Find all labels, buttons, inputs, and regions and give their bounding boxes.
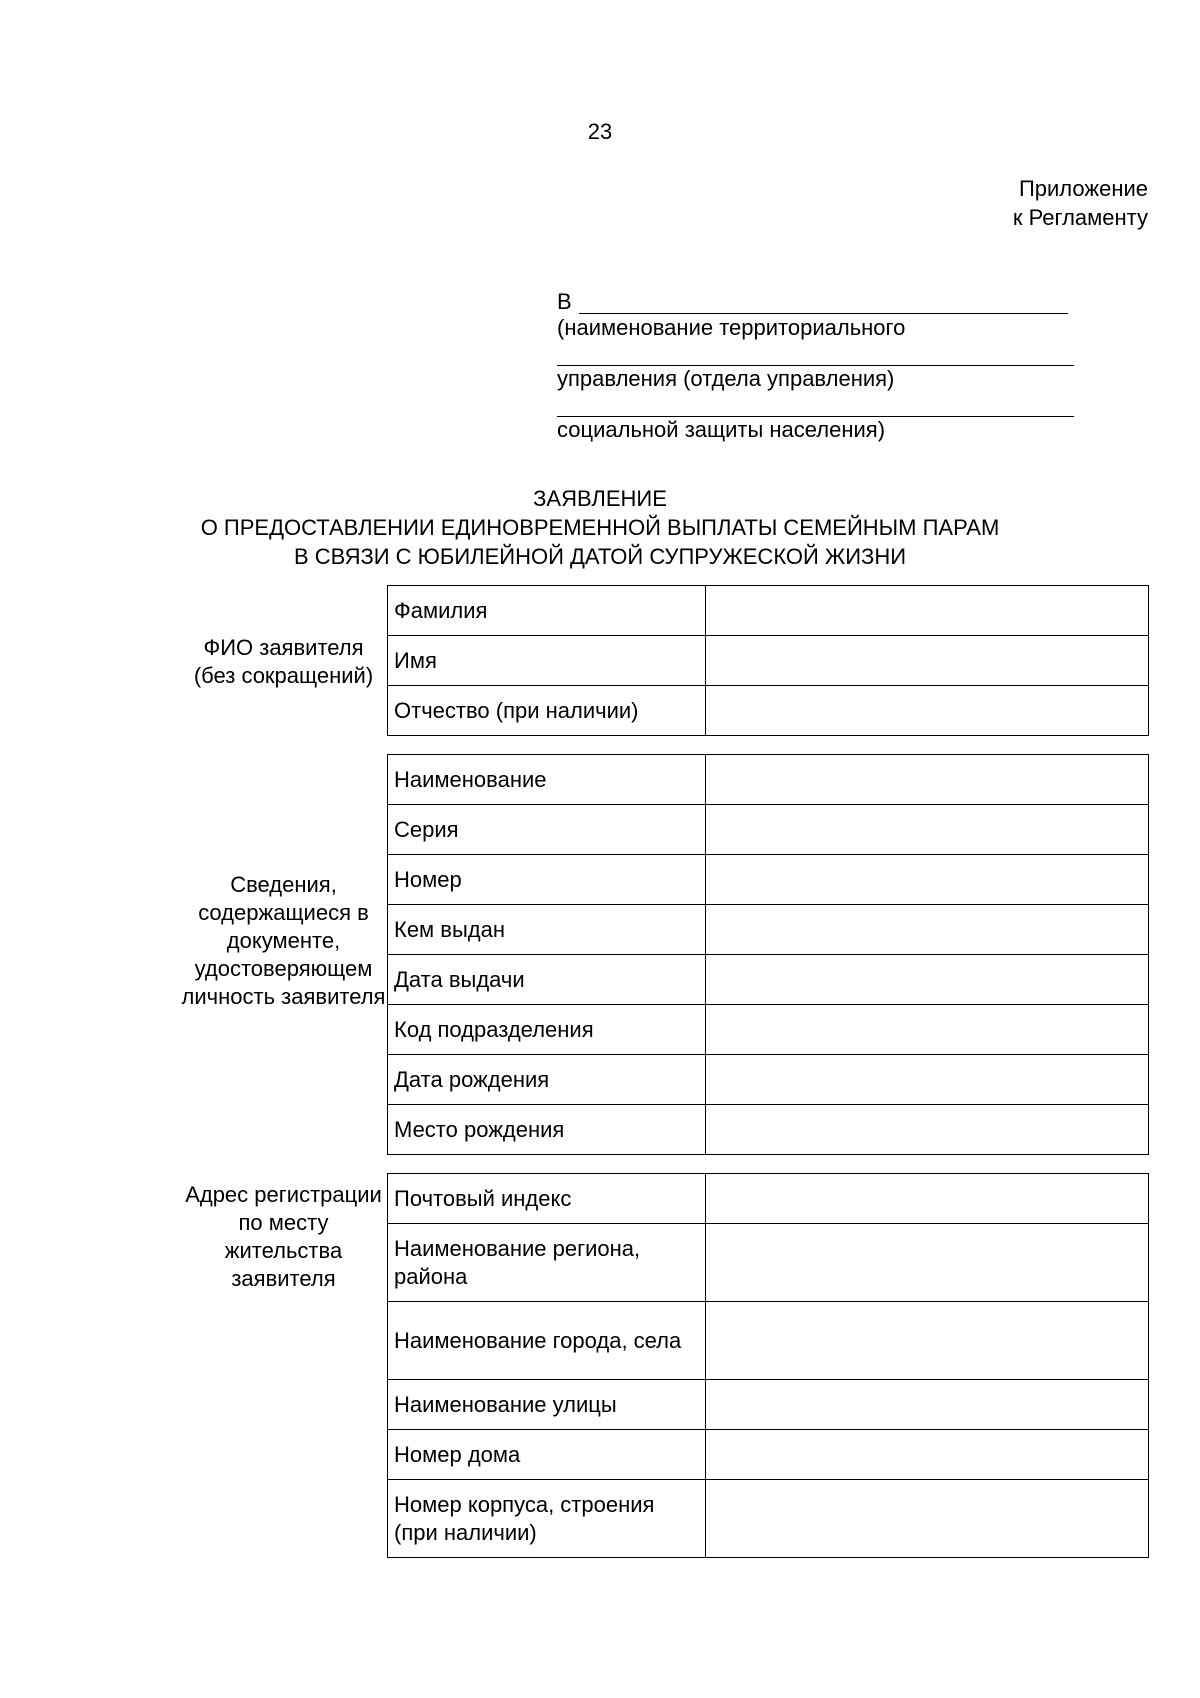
field-value-cell[interactable] (706, 1224, 1149, 1302)
field-label: Номер корпуса, строения (при наличии) (388, 1480, 706, 1558)
document-title (0, 484, 1200, 571)
field-value-cell[interactable] (706, 1055, 1149, 1105)
field-label: Имя (388, 636, 706, 686)
field-label: Наименование города, села (388, 1302, 706, 1380)
appendix-line-1: Приложение (1018, 176, 1148, 201)
field-label: Серия (388, 805, 706, 855)
field-label: Наименование региона, района (388, 1224, 706, 1302)
field-value-cell[interactable] (706, 686, 1149, 736)
section-label: Сведения, содержащиеся в документе, удостоверяющем личность заявителя (181, 872, 386, 1009)
field-value-cell[interactable] (706, 805, 1149, 855)
field-label: Наименование улицы (388, 1380, 706, 1430)
field-label: Наименование (388, 755, 706, 805)
title-line-3: В СВЯЗИ С ЮБИЛЕЙНОЙ ДАТОЙ СУПРУЖЕСКОЙ ЖИЗНИ (293, 544, 907, 569)
field-label: Дата рождения (388, 1055, 706, 1105)
addressee-prefix: В (557, 289, 572, 314)
addressee-blank-line-1[interactable] (579, 313, 1068, 314)
field-label: Место рождения (388, 1105, 706, 1155)
addressee-caption-3: социальной защиты населения) (557, 417, 886, 442)
applicant-name-table (387, 585, 1149, 736)
addressee-blank-line-3[interactable] (557, 416, 1074, 417)
field-value-cell[interactable] (706, 1430, 1149, 1480)
field-value-cell[interactable] (706, 755, 1149, 805)
field-value-cell[interactable] (706, 1380, 1149, 1430)
field-label: Номер (388, 855, 706, 905)
title-line-1: ЗАЯВЛЕНИЕ (533, 486, 667, 511)
field-value-cell[interactable] (706, 636, 1149, 686)
field-value-cell[interactable] (706, 1105, 1149, 1155)
field-label: Дата выдачи (388, 955, 706, 1005)
title-line-2: О ПРЕДОСТАВЛЕНИИ ЕДИНОВРЕМЕННОЙ ВЫПЛАТЫ СЕМЕЙНЫМ ПАРАМ (200, 515, 1000, 540)
field-value-cell[interactable] (706, 855, 1149, 905)
field-value-cell[interactable] (706, 586, 1149, 636)
field-label: Фамилия (388, 586, 706, 636)
field-label: Отчество (при наличии) (388, 686, 706, 736)
field-label: Почтовый индекс (388, 1174, 706, 1224)
field-value-cell[interactable] (706, 955, 1149, 1005)
registration-address-table (387, 1173, 1149, 1558)
addressee-caption-1: (наименование территориального (557, 315, 906, 340)
section-label: ФИО заявителя (без сокращений) (193, 635, 374, 688)
field-value-cell[interactable] (706, 1302, 1149, 1380)
page-number: 23 (587, 119, 613, 144)
field-label: Кем выдан (388, 905, 706, 955)
field-label: Номер дома (388, 1430, 706, 1480)
field-value-cell[interactable] (706, 1005, 1149, 1055)
appendix-note (1013, 174, 1148, 232)
addressee-blank-line-2[interactable] (557, 365, 1074, 366)
addressee-caption-2: управления (отдела управления) (557, 366, 895, 391)
identity-document-table (387, 754, 1149, 1155)
field-label: Код подразделения (388, 1005, 706, 1055)
section-label: Адрес регистрации по месту жительства заявителя (185, 1182, 382, 1291)
appendix-line-2: к Регламенту (1012, 205, 1148, 230)
field-value-cell[interactable] (706, 1174, 1149, 1224)
field-value-cell[interactable] (706, 905, 1149, 955)
addressee-block (557, 282, 1074, 442)
field-value-cell[interactable] (706, 1480, 1149, 1558)
